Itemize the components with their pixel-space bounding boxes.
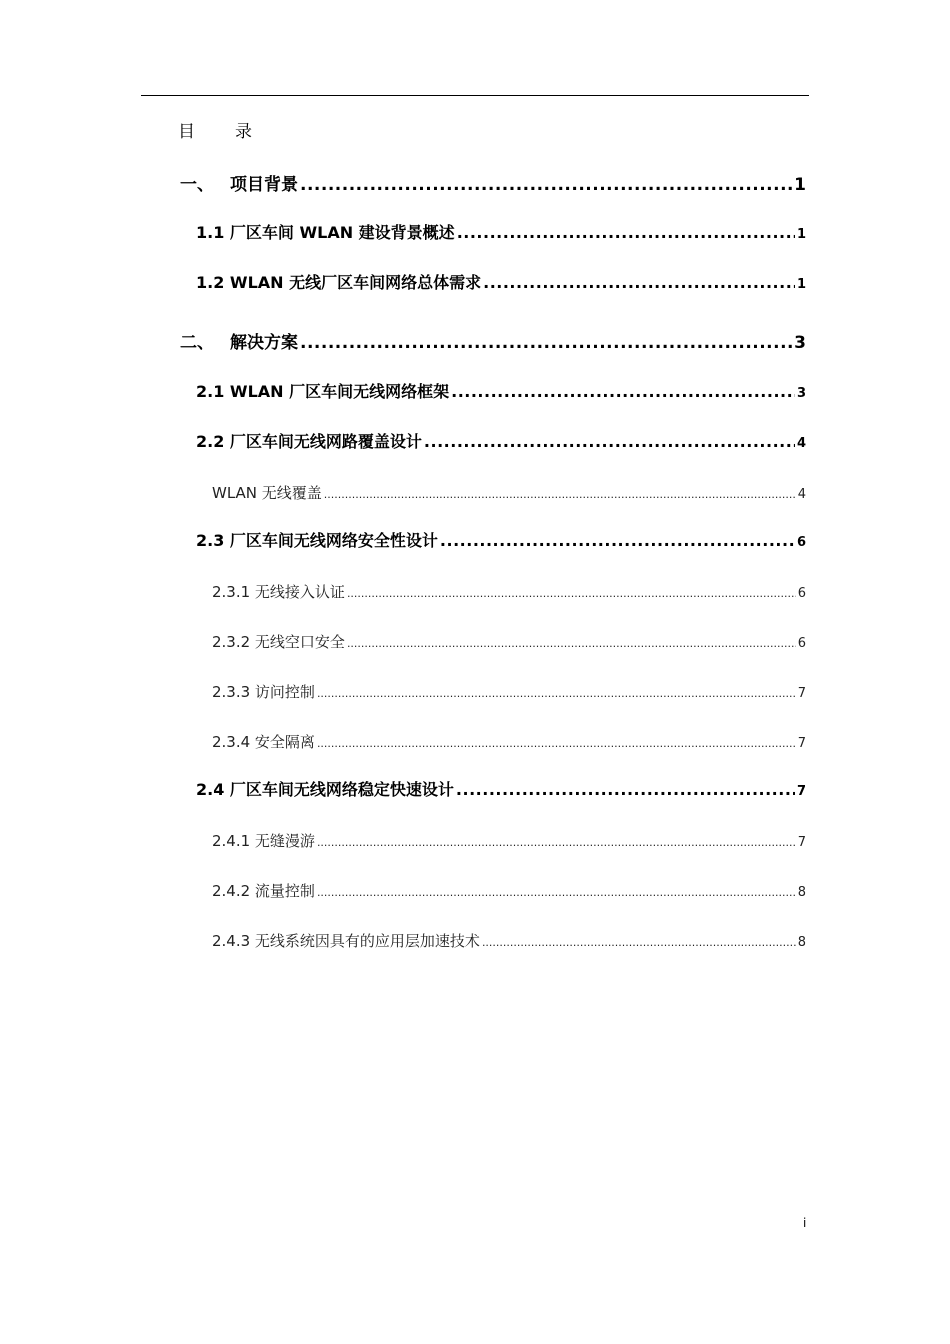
toc-entry-label: 2.3.1 无线接入认证 [212, 583, 345, 601]
toc-leader-dots [457, 223, 795, 242]
toc-entry-2-1[interactable] [196, 379, 806, 402]
toc-entry-label [180, 328, 298, 353]
toc-page-number: 6 [796, 535, 806, 550]
toc-entry-label: 2.3.4 安全隔离 [212, 733, 315, 751]
toc-entry-label: 2.4.2 流量控制 [212, 882, 315, 900]
toc-leader-dots [424, 432, 795, 451]
footer-page-number: i [803, 1216, 807, 1230]
toc-entry-1-1[interactable] [196, 220, 806, 243]
toc-entry-2-4-3[interactable] [212, 930, 806, 951]
toc-leader-dots [347, 633, 796, 651]
toc-page-number: 6 [797, 586, 806, 601]
toc-page-number: 7 [796, 784, 806, 799]
toc-page-number: 4 [796, 436, 806, 451]
toc-leader-dots [317, 832, 796, 850]
toc-entry-2-4-2[interactable] [212, 880, 806, 901]
toc-leader-dots [324, 484, 796, 502]
toc-page-number: 7 [797, 835, 806, 850]
toc-leader-dots [456, 780, 795, 799]
toc-chapter-title: 解决方案 [230, 333, 298, 353]
toc-entry-label: 2.3.2 无线空口安全 [212, 633, 345, 651]
toc-page-number: 1 [794, 175, 806, 195]
toc-entry-label: 2.4.1 无缝漫游 [212, 832, 315, 850]
toc-entry-2-3-4[interactable] [212, 731, 806, 752]
toc-page-number: 3 [796, 386, 806, 401]
toc-title-left: 目 [178, 122, 195, 142]
toc-entry-2-4-1[interactable] [212, 830, 806, 851]
toc-title [178, 117, 252, 142]
toc-entry-label: 2.4.3 无线系统因具有的应用层加速技术 [212, 932, 480, 950]
toc-entry-label [180, 170, 298, 195]
toc-leader-dots [440, 531, 795, 550]
toc-page-number: 6 [797, 636, 806, 651]
toc-chapter-number: 二、 [180, 333, 214, 353]
toc-leader-dots [451, 382, 795, 401]
toc-leader-dots [317, 882, 796, 900]
toc-entry-wlan-coverage[interactable] [212, 482, 806, 503]
toc-leader-dots [317, 683, 796, 701]
toc-entry-2-2[interactable] [196, 429, 806, 452]
toc-entry-label: 2.3.3 访问控制 [212, 683, 315, 701]
toc-leader-dots [300, 333, 792, 353]
toc-entry-label: 2.4 厂区车间无线网络稳定快速设计 [196, 780, 454, 799]
toc-page-number: 7 [797, 736, 806, 751]
toc-page-number: 8 [797, 885, 806, 900]
toc-leader-dots [347, 583, 796, 601]
toc-chapter-title: 项目背景 [230, 175, 298, 195]
toc-leader-dots [317, 733, 796, 751]
toc-page-number: 7 [797, 686, 806, 701]
toc-entry-label: 2.2 厂区车间无线网路覆盖设计 [196, 432, 422, 451]
toc-chapter-number: 一、 [180, 175, 214, 195]
toc-entry-label: 2.3 厂区车间无线网络安全性设计 [196, 531, 438, 550]
toc-leader-dots [483, 273, 795, 292]
toc-leader-dots [300, 175, 792, 195]
toc-page-number: 8 [797, 935, 806, 950]
toc-entry-label: 1.1 厂区车间 WLAN 建设背景概述 [196, 223, 455, 242]
toc-entry-chapter-2[interactable] [180, 328, 806, 353]
toc-entry-2-3-3[interactable] [212, 681, 806, 702]
toc-page-number: 1 [796, 227, 806, 242]
toc-entry-2-3-1[interactable] [212, 581, 806, 602]
toc-page-number: 1 [796, 277, 806, 292]
toc-entry-2-3-2[interactable] [212, 631, 806, 652]
toc-entry-label: 2.1 WLAN 厂区车间无线网络框架 [196, 382, 450, 401]
header-rule [141, 95, 809, 96]
toc-entry-label: 1.2 WLAN 无线厂区车间网络总体需求 [196, 273, 482, 292]
toc-title-right: 录 [235, 122, 252, 142]
toc-entry-2-3[interactable] [196, 528, 806, 551]
toc-leader-dots [482, 932, 796, 950]
toc-entry-2-4[interactable] [196, 777, 806, 800]
toc-entry-label: WLAN 无线覆盖 [212, 484, 322, 502]
toc-entry-chapter-1[interactable] [180, 170, 806, 195]
toc-page-number: 4 [797, 487, 806, 502]
toc-page-number: 3 [794, 333, 806, 353]
toc-entry-1-2[interactable] [196, 270, 806, 293]
